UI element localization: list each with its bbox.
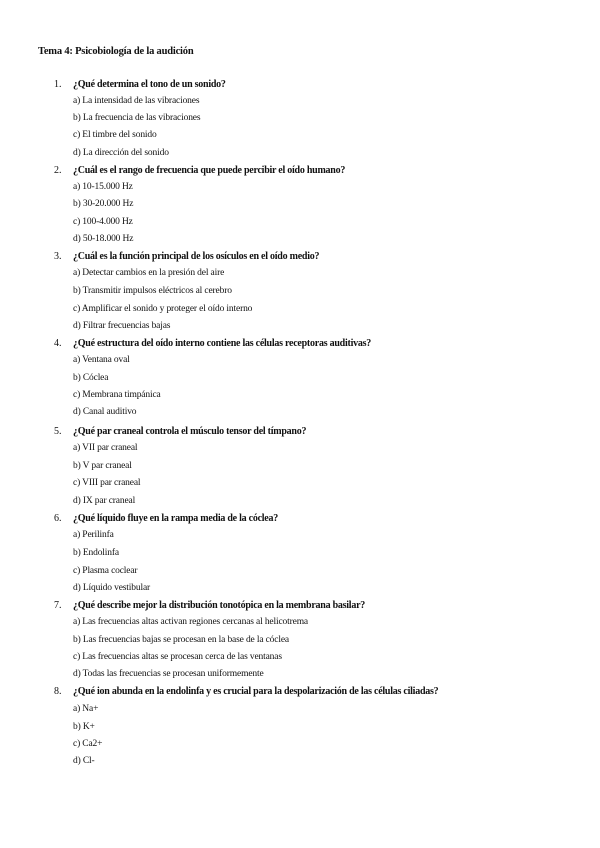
answer-option-c: c) Membrana timpánica xyxy=(73,390,161,400)
question-number: 2. xyxy=(54,165,62,176)
answer-option-c: c) VIII par craneal xyxy=(73,478,141,488)
answer-option-c: c) Plasma coclear xyxy=(73,566,138,576)
question-text: ¿Qué líquido fluye en la rampa media de la cóclea? xyxy=(73,513,278,524)
answer-option-d: d) Líquido vestibular xyxy=(73,583,151,593)
answer-option-c: c) Amplificar el sonido y proteger el oído interno xyxy=(73,304,253,314)
question-number: 3. xyxy=(54,251,62,262)
question-text: ¿Qué determina el tono de un sonido? xyxy=(73,79,226,90)
question-text: ¿Qué estructura del oído interno contiene las células receptoras auditivas? xyxy=(73,338,371,349)
answer-option-b: b) Endolinfa xyxy=(73,548,119,558)
answer-option-c: c) Ca2+ xyxy=(73,739,103,749)
answer-option-c: c) El timbre del sonido xyxy=(73,130,157,140)
question-number: 6. xyxy=(54,513,62,524)
answer-option-b: b) Cóclea xyxy=(73,373,109,383)
question-text: ¿Qué ion abunda en la endolinfa y es crucial para la despolarización de las células ciliadas? xyxy=(73,686,439,697)
answer-option-d: d) 50-18.000 Hz xyxy=(73,234,134,244)
question-text: ¿Cuál es el rango de frecuencia que puede percibir el oído humano? xyxy=(73,165,346,176)
question-text: ¿Qué par craneal controla el músculo tensor del tímpano? xyxy=(73,426,307,437)
document-title: Tema 4: Psicobiología de la audición xyxy=(38,46,194,57)
answer-option-b: b) V par craneal xyxy=(73,461,132,471)
answer-option-a: a) La intensidad de las vibraciones xyxy=(73,96,200,106)
question-text: ¿Cuál es la función principal de los osículos en el oído medio? xyxy=(73,251,320,262)
answer-option-d: d) IX par craneal xyxy=(73,496,136,506)
question-number: 1. xyxy=(54,79,62,90)
answer-option-d: d) La dirección del sonido xyxy=(73,148,169,158)
answer-option-d: d) Filtrar frecuencias bajas xyxy=(73,321,171,331)
question-text: ¿Qué describe mejor la distribución tonotópica en la membrana basilar? xyxy=(73,600,366,611)
answer-option-b: b) Transmitir impulsos eléctricos al cerebro xyxy=(73,286,232,296)
answer-option-a: a) Detectar cambios en la presión del aire xyxy=(73,268,225,278)
answer-option-d: d) Cl- xyxy=(73,756,95,766)
question-number: 5. xyxy=(54,426,62,437)
answer-option-b: b) 30-20.000 Hz xyxy=(73,199,134,209)
answer-option-a: a) 10-15.000 Hz xyxy=(73,182,133,192)
question-number: 7. xyxy=(54,600,62,611)
answer-option-b: b) La frecuencia de las vibraciones xyxy=(73,113,201,123)
answer-option-d: d) Canal auditivo xyxy=(73,407,137,417)
answer-option-b: b) Las frecuencias bajas se procesan en la base de la cóclea xyxy=(73,635,289,645)
answer-option-a: a) VII par craneal xyxy=(73,443,138,453)
answer-option-a: a) Na+ xyxy=(73,704,99,714)
answer-option-c: c) Las frecuencias altas se procesan cerca de las ventanas xyxy=(73,652,282,662)
answer-option-d: d) Todas las frecuencias se procesan uniformemente xyxy=(73,669,264,679)
answer-option-a: a) Ventana oval xyxy=(73,355,130,365)
answer-option-b: b) K+ xyxy=(73,722,95,732)
answer-option-a: a) Las frecuencias altas activan regiones cercanas al helicotrema xyxy=(73,617,309,627)
question-number: 8. xyxy=(54,686,62,697)
answer-option-a: a) Perilinfa xyxy=(73,530,114,540)
answer-option-c: c) 100-4.000 Hz xyxy=(73,217,133,227)
question-number: 4. xyxy=(54,338,62,349)
